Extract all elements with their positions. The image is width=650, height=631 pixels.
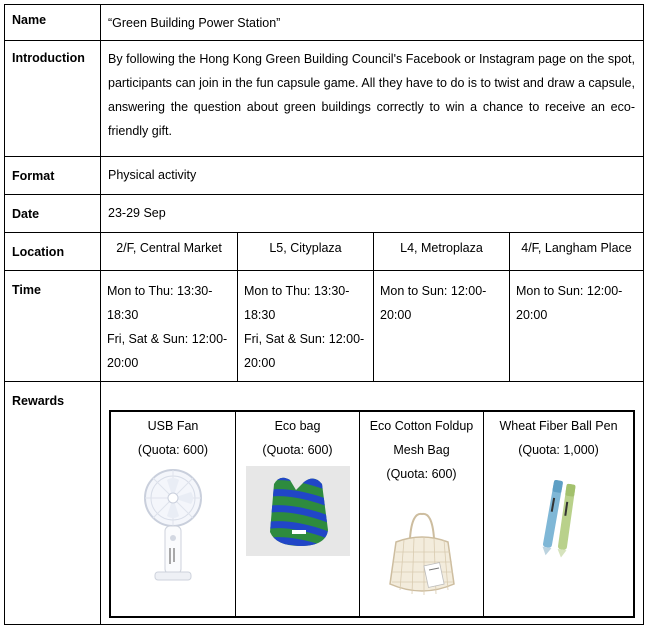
name-value: “Green Building Power Station” — [108, 16, 281, 30]
reward-name: Wheat Fiber Ball Pen — [499, 419, 618, 433]
reward-name: Mesh Bag — [393, 443, 450, 457]
time-line: 20:00 — [107, 356, 139, 370]
date-value: 23-29 Sep — [108, 206, 166, 220]
introduction-value: By following the Hong Kong Green Building Council's Facebook or Instagram page on the spot, participants can join in the fun capsule game. All they have to do is to twist and draw a capsule, answering the question about green buildings correctly to win a chance to receive an eco-friendly gift. — [108, 52, 635, 138]
time-line: Mon to Thu: 13:30- — [107, 284, 213, 298]
location-venue: 2/F, Central Market — [116, 241, 222, 255]
date-label: Date — [5, 195, 101, 232]
reward-usb-fan — [111, 412, 235, 616]
format-label: Format — [5, 157, 101, 194]
reward-quota: (Quota: 600) — [262, 443, 333, 457]
rewards-table — [109, 410, 635, 618]
introduction-row — [5, 41, 643, 157]
time-line: Mon to Thu: 13:30- — [244, 284, 350, 298]
location-venue: L4, Metroplaza — [373, 233, 509, 270]
time-cell — [509, 271, 643, 381]
time-line: 20:00 — [244, 356, 276, 370]
mesh-bag-icon — [382, 508, 462, 600]
time-row — [5, 271, 643, 382]
reward-name: Eco bag — [274, 419, 321, 433]
reward-quota: (Quota: 600) — [137, 443, 209, 457]
time-cell — [237, 271, 373, 381]
time-label: Time — [5, 271, 101, 381]
reward-quota: (Quota: 1,000) — [518, 443, 599, 457]
time-line: Mon to Sun: 12:00- — [380, 284, 487, 298]
ball-pen-icon — [539, 474, 579, 558]
location-venue: 4/F, Langham Place — [509, 233, 643, 270]
introduction-label: Introduction — [5, 41, 101, 156]
time-line: 20:00 — [516, 308, 548, 322]
time-line: Mon to Sun: 12:00- — [516, 284, 623, 298]
eco-bag-icon — [246, 466, 350, 556]
reward-name: USB Fan — [147, 419, 199, 433]
reward-ball-pen — [483, 412, 633, 616]
rewards-row — [5, 382, 643, 624]
location-venue: L5, Cityplaza — [237, 233, 373, 270]
time-line: 20:00 — [380, 308, 412, 322]
reward-eco-bag — [235, 412, 359, 616]
name-label: Name — [5, 5, 101, 40]
reward-quota: (Quota: 600) — [386, 467, 457, 481]
time-line: Fri, Sat & Sun: 12:00- — [244, 332, 365, 346]
rewards-label: Rewards — [5, 382, 101, 624]
time-cell — [373, 271, 509, 381]
format-value: Physical activity — [108, 168, 197, 182]
location-label: Location — [5, 233, 101, 270]
name-row — [5, 5, 643, 41]
time-line: 18:30 — [107, 308, 139, 322]
format-row — [5, 157, 643, 195]
location-row — [5, 233, 643, 271]
date-row — [5, 195, 643, 233]
event-info-table — [4, 4, 644, 625]
time-line: 18:30 — [244, 308, 276, 322]
usb-fan-icon — [137, 468, 209, 584]
time-cell — [101, 271, 237, 381]
time-line: Fri, Sat & Sun: 12:00- — [107, 332, 228, 346]
reward-mesh-bag — [359, 412, 483, 616]
reward-name: Eco Cotton Foldup — [369, 419, 474, 433]
